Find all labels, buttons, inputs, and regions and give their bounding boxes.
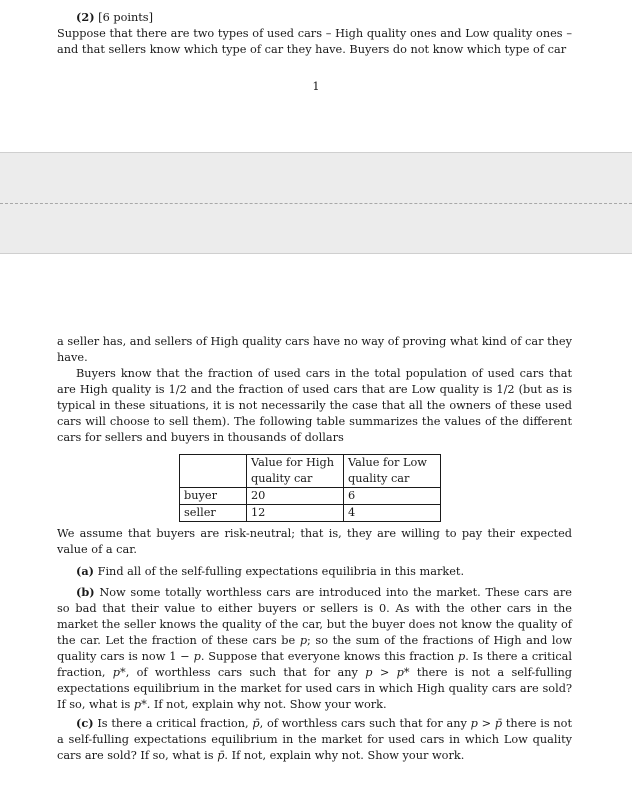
row-low-value: 6 — [344, 488, 441, 505]
math-p-bar: p̄ — [217, 749, 225, 762]
part-b-label: (b) — [76, 585, 95, 599]
row-high-value: 20 — [247, 488, 344, 505]
risk-neutral-paragraph: We assume that buyers are risk-neutral; that is, they are willing to pay their expected value of a car. — [57, 527, 572, 556]
question-intro — [57, 9, 572, 58]
math-p: p — [299, 634, 308, 647]
part-b-text: . Suppose that everyone knows this fraction — [200, 650, 455, 663]
page-bottom — [0, 254, 632, 790]
part-b-text: . Is there a critical fraction, — [57, 650, 572, 679]
part-a-label: (a) — [76, 564, 95, 578]
values-table — [179, 454, 441, 522]
part-c-text: there is not a self-fulling expectations equilibrium in the market for used cars in which Low quality cars are sold? If so, what is — [57, 717, 573, 762]
part-c-text: . If not, explain why not. Show your work. — [224, 749, 465, 762]
question-points: [6 points] — [98, 11, 154, 24]
table-header-row — [180, 455, 441, 488]
page-gap — [0, 152, 632, 254]
part-b — [57, 584, 572, 713]
part-b-text: ; so the sum of the fractions of High and low quality cars is now 1 − — [57, 634, 572, 663]
math-p-bar: p̄ — [252, 717, 260, 730]
intro-continued: a seller has, and sellers of High quality cars have no way of proving what kind of car they have. — [57, 335, 572, 364]
table-header-high: Value for High quality car — [247, 455, 344, 488]
math-p-gt-p-star: p > p* — [365, 666, 410, 679]
table-header-empty — [180, 455, 247, 488]
row-high-value: 12 — [247, 505, 344, 522]
part-a — [57, 563, 572, 580]
row-low-value: 4 — [344, 505, 441, 522]
question-number: (2) — [76, 10, 95, 24]
table-header-low: Value for Low quality car — [344, 455, 441, 488]
page-top — [0, 0, 632, 152]
math-p: p — [193, 650, 201, 663]
part-c — [57, 715, 572, 764]
question-intro-start: Suppose that there are two types of used cars – High quality ones and Low quality ones – and that sellers know which type of car they have. Buyers do not know which type of car — [57, 27, 572, 56]
buyers-paragraph: Buyers know that the fraction of used cars in the total population of used cars that are High quality is 1/2 and the fraction of used cars that are Low quality is 1/2 (but as is typical in these situations, it is not necessarily the case that all the owners of these used cars will choose to sell them). The following table summarizes the values of the different cars for sellers and buyers in thousands of dollars — [57, 367, 572, 444]
part-b-text: Now some totally worthless cars are introduced into the market. These cars are so bad that their value to either buyers or sellers is 0. As with the other cars in the market the seller knows the quality of the car, but the buyer does not know the quality of the car. Let the fraction of these cars be — [57, 586, 572, 647]
table-row — [180, 488, 441, 505]
part-c-label: (c) — [76, 716, 94, 730]
part-b-text: , of worthless cars such that for any — [125, 666, 358, 679]
math-p-gt-p-bar: p > p̄ — [470, 717, 503, 730]
part-c-text: Is there a critical fraction, — [97, 717, 249, 730]
math-p: p — [458, 650, 466, 663]
math-p-star-dot: p*. — [133, 698, 151, 711]
row-label: seller — [180, 505, 247, 522]
part-b-text: If not, explain why not. Show your work. — [153, 698, 387, 711]
page-number: 1 — [312, 80, 320, 93]
part-a-text: Find all of the self-fulling expectations equilibria in this market. — [97, 565, 465, 578]
part-b-text: there is not a self-fulling expectations equilibrium in the market for used cars in which High quality cars are sold? If so, what is — [57, 666, 572, 711]
part-c-text: , of worthless cars such that for any — [259, 717, 467, 730]
page-break-line — [0, 203, 632, 204]
row-label: buyer — [180, 488, 247, 505]
table-row — [180, 505, 441, 522]
math-p-star: p* — [112, 666, 126, 679]
